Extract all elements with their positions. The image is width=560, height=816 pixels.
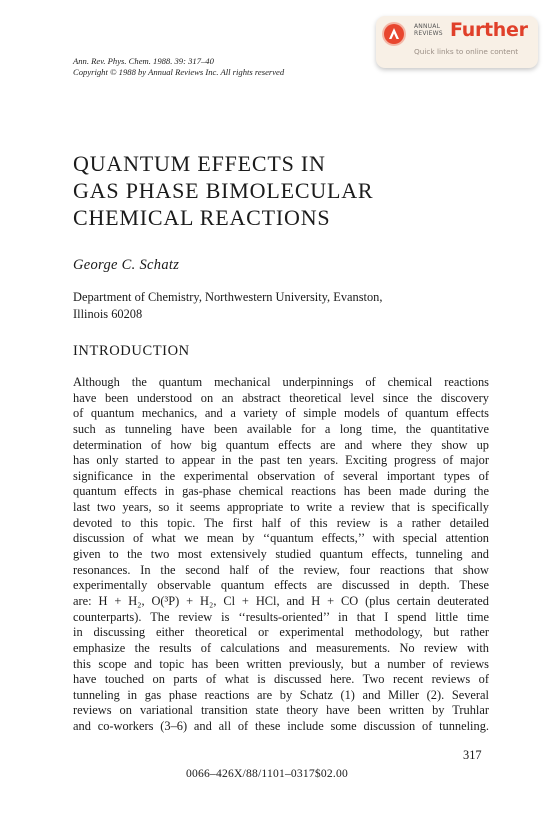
body-line: last two years, so it seems appropriate to write a review that is specifically (73, 500, 489, 515)
body-line: have been understood on an abstract theoretical level since the discovery (73, 390, 489, 405)
body-line: such as tunneling have been available for a long time, the quantitative (73, 421, 489, 436)
body-line: and co-workers (3–6) and all of these include some discussion of tunneling. (73, 719, 489, 734)
annual-reviews-wordmark: ANNUAL REVIEWS (414, 23, 443, 37)
body-line: Although the quantum mechanical underpinnings of chemical reactions (73, 375, 489, 389)
body-line: of quantum mechanics, and a variety of simple models of quantum effects (73, 406, 489, 421)
section-heading-introduction: INTRODUCTION (73, 343, 190, 359)
author-affiliation (73, 289, 382, 323)
body-line: in discussing either theoretical or experimental methodology, but rather (73, 625, 489, 640)
body-line: have touched on parts of what is discussed here. Two recent reviews of (73, 672, 489, 687)
body-line: are: H + H₂, O(³P) + H₂, Cl + HCl, and H + CO (plus certain deuterated (73, 593, 489, 608)
quick-links-subtitle: Quick links to online content (414, 47, 519, 56)
body-line: resonances. In the second half of the review, four reactions that show (73, 562, 489, 577)
body-line: emphasize the results of calculations and measurements. No review with (73, 640, 489, 655)
page-number: 317 (463, 748, 482, 762)
journal-citation (73, 56, 284, 78)
body-line: reviews on variational transition state theory have been written by Truhlar (73, 703, 489, 718)
body-line: tunneling in gas phase reactions are by Schatz (1) and Miller (2). Several (73, 687, 489, 702)
affiliation-line: Illinois 60208 (73, 307, 143, 321)
annual-reviews-further-banner[interactable] (376, 16, 538, 68)
body-line: devoted to this topic. The first half of this review is a rather detailed (73, 515, 489, 530)
body-line: given to the two most extensively studied quantum effects, tunneling and (73, 547, 489, 562)
annual-reviews-logo-icon (384, 24, 404, 44)
body-line: determination of how big quantum effects are and where they show up (73, 437, 489, 452)
introduction-paragraph (73, 375, 489, 735)
body-line: counterparts). The review is ‘‘results-oriented’’ in that I spend little time (73, 609, 489, 624)
body-line: significance in the experimental observation of several important types of (73, 468, 489, 483)
citation-journal-line: Ann. Rev. Phys. Chem. 1988. 39: 317–40 (73, 56, 214, 66)
article-title (73, 150, 373, 231)
body-line: experimentally observable quantum effects are discussed in depth. These (73, 578, 489, 593)
further-label: Further (450, 19, 528, 41)
article-code: 0066–426X/88/1101–0317$02.00 (186, 767, 349, 780)
author-name: George C. Schatz (73, 257, 180, 273)
title-line: QUANTUM EFFECTS IN (73, 151, 326, 176)
body-line: quantum effects in gas-phase chemical reactions has been made during the (73, 484, 489, 499)
citation-copyright-line: Copyright © 1988 by Annual Reviews Inc. All rights reserved (73, 67, 285, 77)
body-line: has only started to appear in the past ten years. Exciting progress of major (73, 453, 489, 468)
affiliation-line: Department of Chemistry, Northwestern University, Evanston, (73, 290, 383, 304)
body-line: discussion of what we mean by ‘‘quantum effects,’’ with special attention (73, 531, 489, 546)
title-line: GAS PHASE BIMOLECULAR (73, 178, 374, 203)
title-line: CHEMICAL REACTIONS (73, 205, 331, 230)
body-line: this scope and topic has been written previously, but a number of reviews (73, 656, 489, 671)
